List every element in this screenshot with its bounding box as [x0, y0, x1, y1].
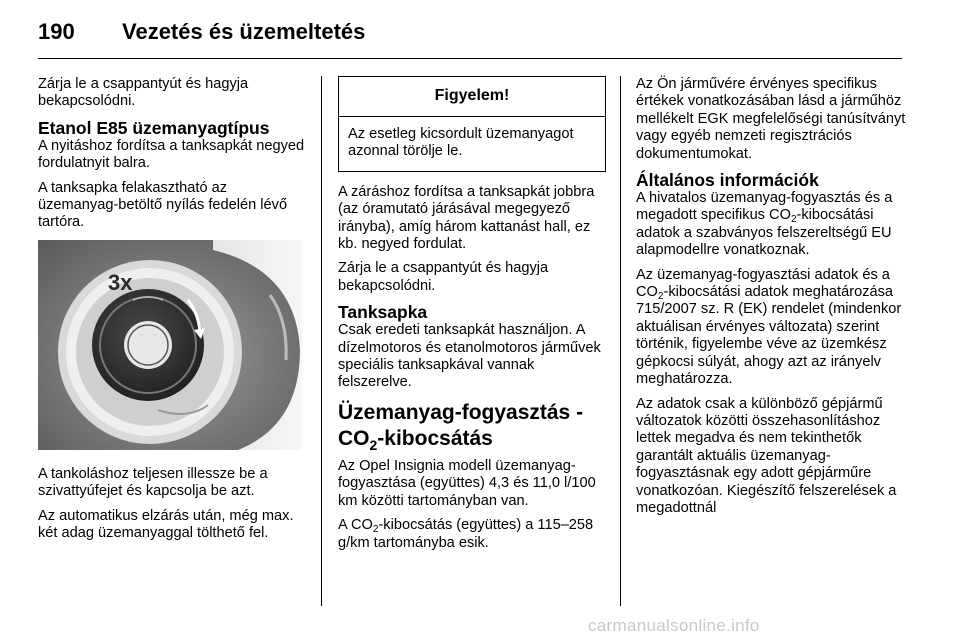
- paragraph: A tanksapka felakasztható az üzemanyag-betöltő nyílás fedelén lévő tartóra.: [38, 179, 288, 231]
- chapter-heading-co: CO: [338, 426, 370, 450]
- section-heading-altalanos: Általános információk: [636, 170, 819, 191]
- subscript: 2: [790, 214, 797, 226]
- column-1: [38, 76, 306, 549]
- text-run: -kibocsátási adatok a szabványos felszereltségű EU alapmodellre vonatkoznak.: [636, 207, 892, 259]
- warning-text: Az esetleg kicsordult üzemanyagot azonnal törölje le.: [348, 126, 574, 160]
- text-run: -kibocsátás (együttes) a 115–258 g/km tartományba esik.: [338, 517, 594, 551]
- paragraph: Az Ön járművére érvényes specifikus értékek vonatkozásában lásd a járműhöz mellékelt EGK megfelelőségi tanúsítványt vagy egyéb nemzeti regisztrációs dokumentumokat.: [636, 76, 906, 162]
- page-title: Vezetés és üzemeltetés: [122, 19, 366, 44]
- paragraph: A záráshoz fordítsa a tanksapkát jobbra (az óramutató járásával megegyező irányba), amíg három kattanást hall, ez kb. negyed fordulat.: [338, 183, 595, 253]
- paragraph: [636, 190, 906, 260]
- column-3: [636, 76, 906, 524]
- warning-title: Figyelem!: [339, 77, 605, 117]
- section-heading-etanol: Etanol E85 üzemanyagtípus: [38, 117, 270, 138]
- paragraph: A nyitáshoz fordítsa a tanksapkát negyed fordulatnyit balra.: [38, 137, 305, 172]
- subscript: 2: [369, 436, 378, 453]
- chapter-heading-line1: Üzemanyag-fogyasztás -: [338, 400, 584, 424]
- paragraph: Zárja le a csappantyút és hagyja bekapcsolódni.: [38, 76, 249, 110]
- subscript: 2: [372, 524, 379, 536]
- page-number: 190: [38, 19, 75, 44]
- column-2: [338, 76, 606, 559]
- column-divider-1: [321, 76, 322, 606]
- paragraph: Az adatok csak a különböző gépjármű változatok közötti összehasonlításhoz lettek megadva és nem tekinthetők garantált aktuális üzemanyag-fogyasztásnak egy adott gépjárműre vonatkozóan. Kiegészítő felszerelések a megadottnál: [636, 395, 897, 516]
- paragraph: A tankoláshoz teljesen illessze be a szivattyúfejet és kapcsolja be azt.: [38, 465, 268, 500]
- column-divider-2: [620, 76, 621, 606]
- text-run: A CO: [338, 517, 373, 534]
- page-header: [38, 14, 365, 50]
- text-run: A hivatalos üzemanyag-fogyasztás és a megadott specifikus CO: [636, 190, 893, 224]
- paragraph: Zárja le a csappantyút és hagyja bekapcsolódni.: [338, 260, 549, 294]
- section-heading-tanksapka: Tanksapka: [338, 302, 428, 323]
- paragraph: Az Opel Insignia modell üzemanyag-fogyasztása (együttes) 4,3 és 11,0 l/100 km közötti tartományban van.: [338, 457, 596, 509]
- fuel-cap-photo: [38, 240, 302, 450]
- paragraph: [338, 517, 606, 552]
- paragraph: [636, 267, 906, 389]
- text-run: -kibocsátási adatok meghatározása 715/2007 sz. R (EK) rendelet (mindenkor aktuálisan érvényes változata) szerint történik, figyelembe véve az üzemkész gépkocsi súlyát, ahogy azt az irányelv meghatározza.: [636, 284, 902, 388]
- text-run: Az üzemanyag-fogyasztási adatok és a CO: [636, 266, 890, 301]
- warning-box: [338, 76, 606, 172]
- rotation-count-label: 3x: [108, 269, 133, 295]
- paragraph: Csak eredeti tanksapkát használjon. A dízelmotoros és etanolmotoros járművek speciális tanksapkával vannak felszerelve.: [338, 322, 601, 391]
- paragraph: Az automatikus elzárás után, még max. két adag üzemanyaggal tölthető fel.: [38, 507, 294, 542]
- chapter-heading-rest: -kibocsátás: [377, 426, 493, 450]
- chapter-heading: [338, 400, 606, 452]
- subscript: 2: [657, 291, 664, 303]
- header-divider: [38, 58, 902, 59]
- watermark: carmanualsonline.info: [588, 616, 760, 635]
